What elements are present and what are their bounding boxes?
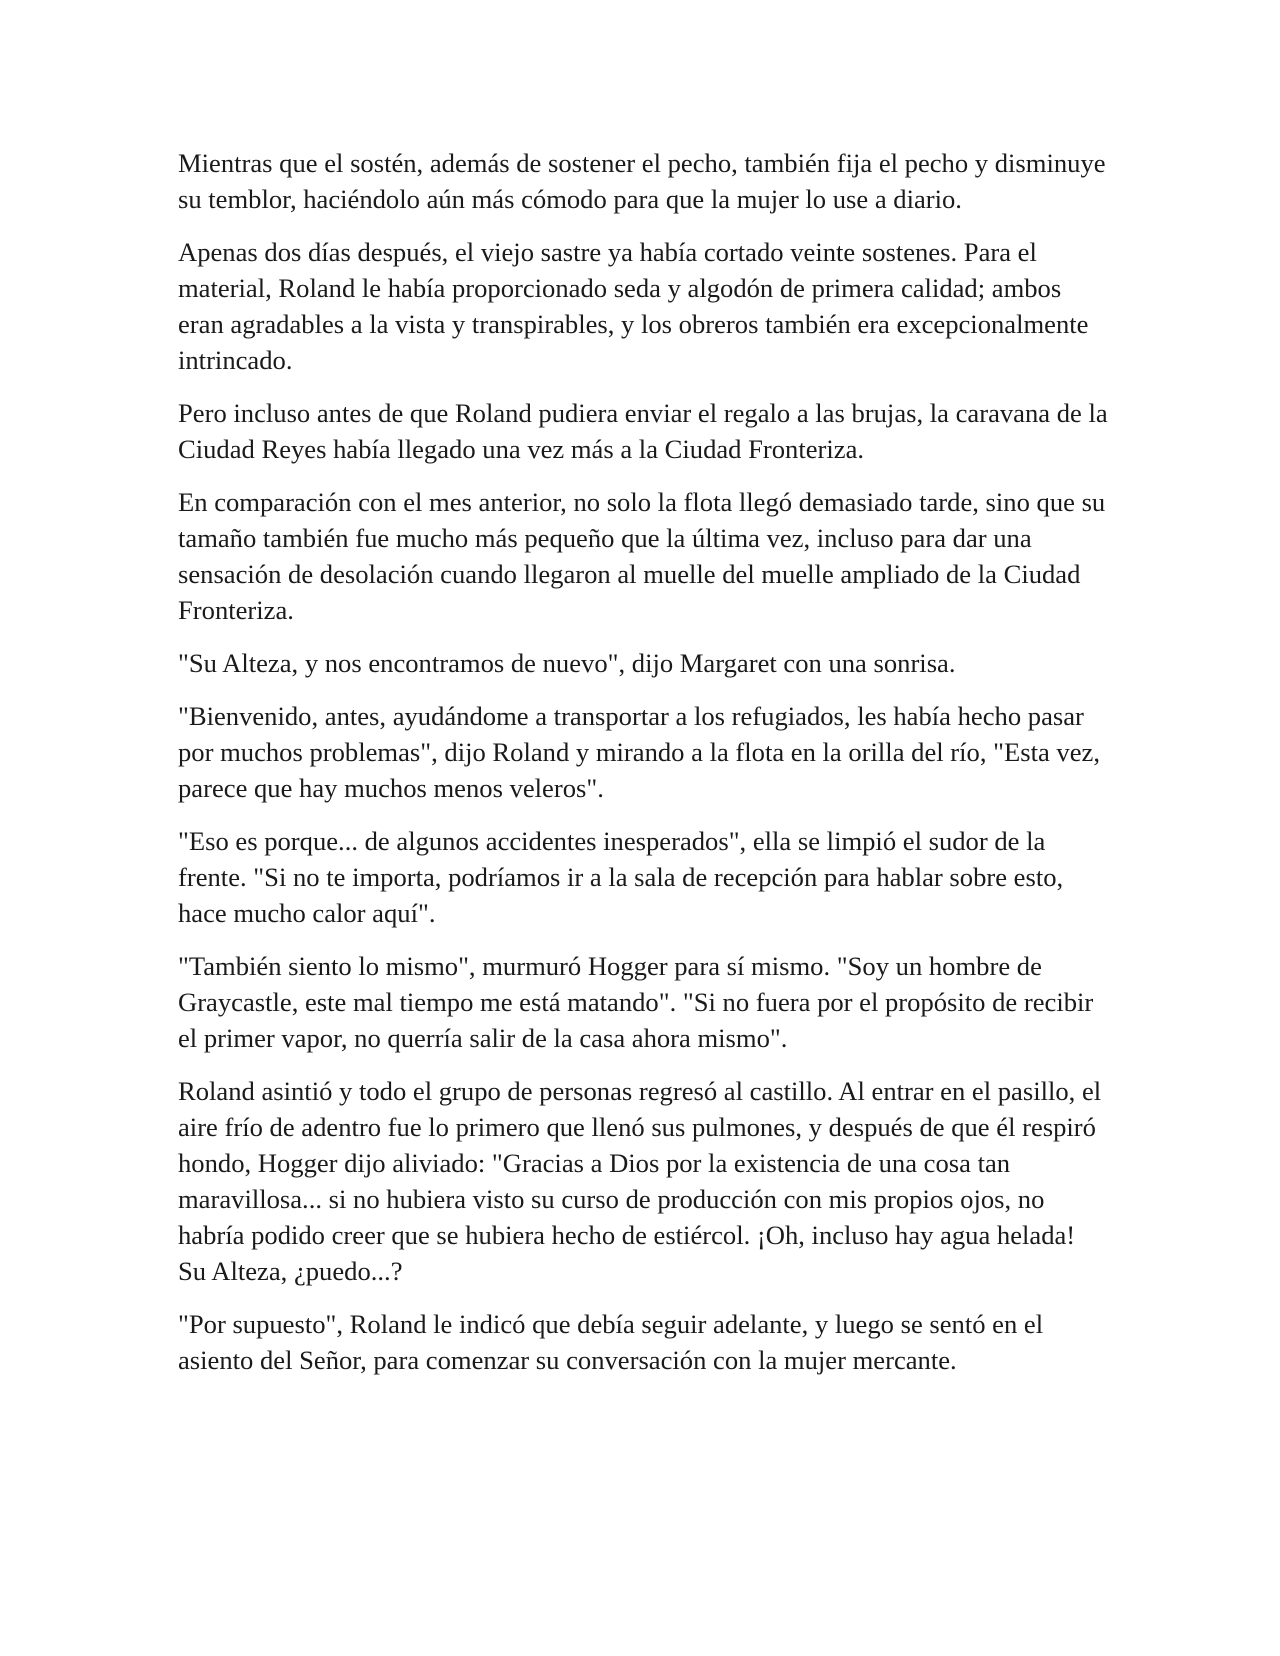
paragraph-8: "También siento lo mismo", murmuró Hogger para sí mismo. "Soy un hombre de Graycastle, este mal tiempo me está matando". "Si no fuera por el propósito de recibir el primer vapor, no querría salir de la casa ahora mismo".: [178, 951, 1094, 1053]
paragraph-7: "Eso es porque... de algunos accidentes inesperados", ella se limpió el sudor de la frente. "Si no te importa, podríamos ir a la sala de recepción para hablar sobre esto, hace mucho calor aquí".: [178, 826, 1064, 928]
paragraph-5: "Su Alteza, y nos encontramos de nuevo", dijo Margaret con una sonrisa.: [178, 648, 956, 678]
paragraph-3: Pero incluso antes de que Roland pudiera enviar el regalo a las brujas, la caravana de la Ciudad Reyes había llegado una vez más a la Ciudad Fronteriza.: [178, 398, 1108, 464]
paragraph-10: "Por supuesto", Roland le indicó que debía seguir adelante, y luego se sentó en el asiento del Señor, para comenzar su conversación con la mujer mercante.: [178, 1309, 1044, 1375]
paragraph-4: En comparación con el mes anterior, no solo la flota llegó demasiado tarde, sino que su tamaño también fue mucho más pequeño que la última vez, incluso para dar una sensación de desolación cuando llegaron al muelle del muelle ampliado de la Ciudad Fronteriza.: [178, 487, 1106, 625]
paragraph-6: "Bienvenido, antes, ayudándome a transportar a los refugiados, les había hecho pasar por muchos problemas", dijo Roland y mirando a la flota en la orilla del río, "Esta vez, parece que hay muchos menos veleros".: [178, 701, 1100, 803]
paragraph-1: Mientras que el sostén, además de sostener el pecho, también fija el pecho y disminuye su temblor, haciéndolo aún más cómodo para que la mujer lo use a diario.: [178, 148, 1106, 214]
paragraph-2: Apenas dos días después, el viejo sastre ya había cortado veinte sostenes. Para el material, Roland le había proporcionado seda y algodón de primera calidad; ambos eran agradables a la vista y transpirables, y los obreros también era excepcionalmente intrincado.: [178, 237, 1089, 375]
paragraph-9: Roland asintió y todo el grupo de personas regresó al castillo. Al entrar en el pasillo, el aire frío de adentro fue lo primero que llenó sus pulmones, y después de que él respiró hondo, Hogger dijo aliviado: "Gracias a Dios por la existencia de una cosa tan maravillosa... si no hubiera visto su curso de producción con mis propios ojos, no habría podido creer que se hubiera hecho de estiércol. ¡Oh, incluso hay agua helada! Su Alteza, ¿puedo...?: [178, 1076, 1102, 1286]
body-text: [178, 145, 1108, 1395]
